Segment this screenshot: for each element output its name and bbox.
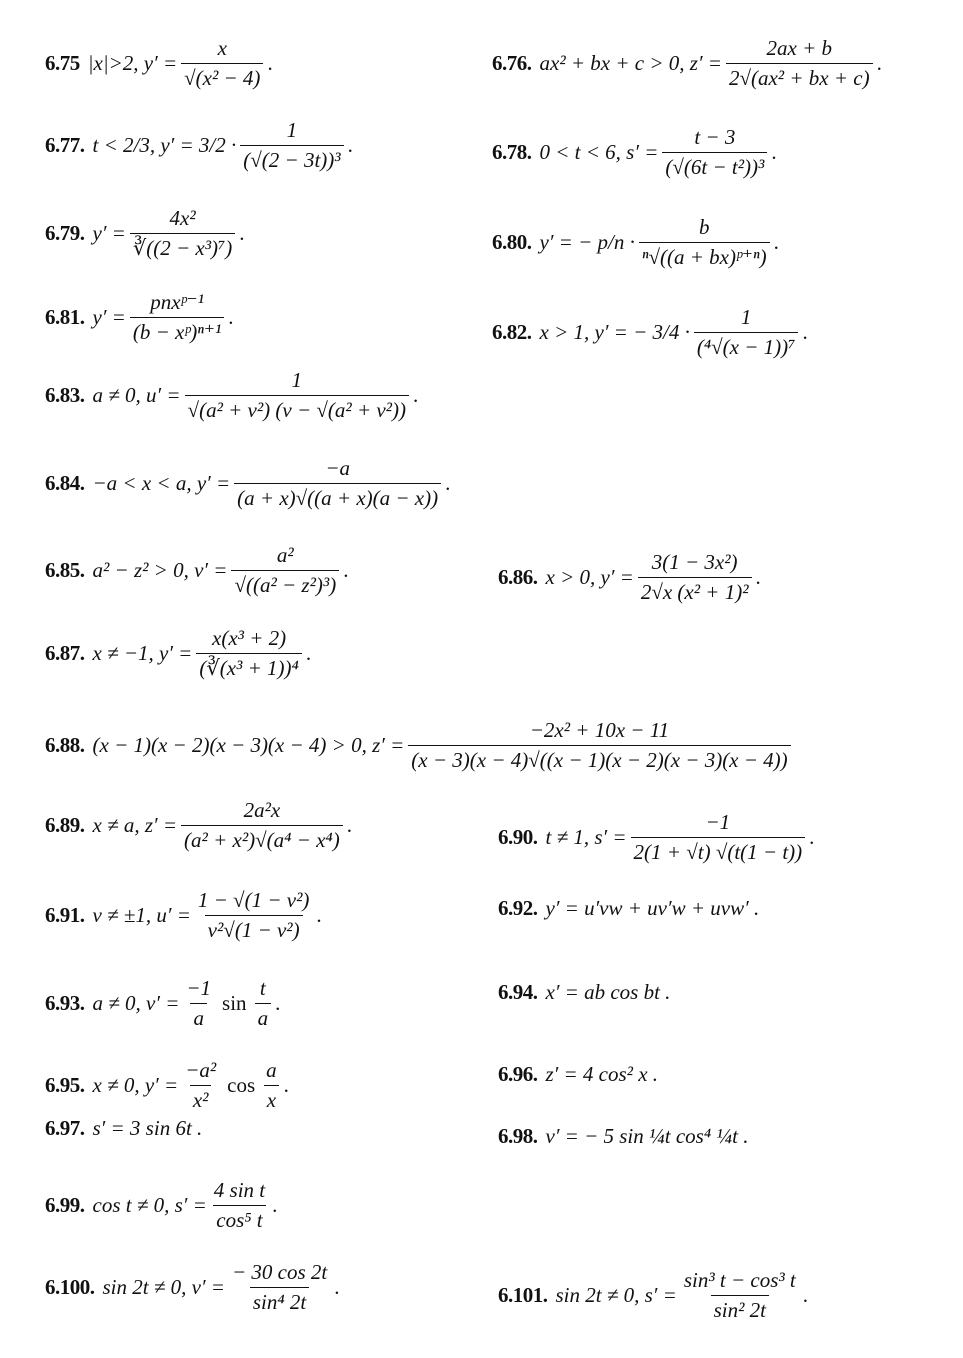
numerator: 1	[291, 368, 302, 392]
fraction	[211, 1178, 268, 1233]
trailing-period: .	[755, 565, 761, 589]
numerator: x	[217, 36, 227, 60]
item-number: 6.93.	[45, 991, 85, 1015]
item-expression: y′ =	[92, 305, 126, 329]
denominator: sin⁴ 2t	[250, 1287, 309, 1315]
fraction	[130, 206, 235, 261]
fraction	[183, 976, 214, 1031]
item-expression: (x − 1)(x − 2)(x − 3)(x − 4) > 0, z′ =	[92, 733, 405, 757]
numerator: 4 sin t	[213, 1178, 266, 1202]
denominator: (x − 3)(x − 4)√((x − 1)(x − 2)(x − 3)(x − 4))	[408, 745, 790, 773]
fraction	[694, 305, 799, 360]
denominator: ∛((2 − x³)⁷)	[130, 233, 235, 261]
answer-item	[498, 810, 814, 865]
item-expression: y′ = u′vw + uv′w + uvw′ .	[545, 896, 760, 920]
fraction	[234, 456, 441, 511]
trailing-period: .	[802, 320, 808, 344]
denominator: √(a² + v²) (v − √(a² + v²))	[185, 395, 409, 423]
item-expression: −a < x < a, y′ =	[92, 471, 231, 495]
trailing-period: .	[316, 903, 322, 927]
denominator: √((a² − z²)³)	[231, 570, 339, 598]
denominator: (b − xᵖ)ⁿ⁺¹	[130, 317, 224, 345]
fraction-argument	[255, 976, 272, 1031]
numerator: b	[698, 215, 710, 239]
denominator: x	[264, 1085, 279, 1113]
numerator: a²	[276, 543, 294, 567]
item-expression: ax² + bx + c > 0, z′ =	[539, 51, 722, 75]
answer-item	[45, 543, 348, 598]
fraction	[195, 888, 312, 943]
item-number: 6.77.	[45, 133, 85, 157]
function-name: sin	[222, 991, 247, 1015]
denominator: 2√x (x² + 1)²	[638, 577, 752, 605]
numerator: 1	[740, 305, 752, 329]
answer-item	[492, 36, 882, 91]
item-expression: x ≠ −1, y′ =	[92, 641, 193, 665]
numerator: 4x²	[169, 206, 196, 230]
item-number: 6.99.	[45, 1193, 85, 1217]
fraction	[726, 36, 873, 91]
trailing-period: .	[412, 383, 419, 407]
item-expression: sin 2t ≠ 0, s′ =	[555, 1283, 677, 1307]
answer-item	[45, 1178, 277, 1233]
fraction	[639, 215, 770, 270]
item-number: 6.86.	[498, 565, 538, 589]
item-expression: x ≠ a, z′ =	[92, 813, 178, 837]
item-number: 6.96.	[498, 1062, 538, 1086]
fraction	[181, 798, 343, 853]
item-expression: |x|>2, y′ =	[87, 51, 178, 75]
trailing-period: .	[267, 51, 273, 75]
fraction	[182, 1058, 219, 1113]
answer-item	[45, 290, 234, 345]
item-expression: cos t ≠ 0, s′ =	[92, 1193, 207, 1217]
denominator: (∛(x³ + 1))⁴	[196, 653, 301, 681]
answer-item	[498, 1268, 808, 1323]
answer-item	[45, 798, 352, 853]
fraction	[408, 718, 790, 773]
trailing-period: .	[347, 133, 353, 157]
answer-item	[45, 626, 311, 681]
item-number: 6.79.	[45, 221, 85, 245]
numerator: −1	[186, 976, 212, 1000]
item-number: 6.97.	[45, 1116, 85, 1140]
item-expression: x ≠ 0, y′ =	[92, 1073, 179, 1097]
item-expression: s′ = 3 sin 6t .	[92, 1116, 203, 1140]
item-expression: x′ = ab cos bt .	[545, 980, 671, 1004]
numerator: pnxᵖ⁻¹	[150, 290, 204, 314]
fraction	[638, 550, 752, 605]
trailing-period: .	[445, 471, 451, 495]
item-number: 6.90.	[498, 825, 538, 849]
denominator: a	[190, 1003, 207, 1031]
item-number: 6.95.	[45, 1073, 85, 1097]
answer-item	[492, 215, 779, 270]
denominator: (a + x)√((a + x)(a − x))	[234, 483, 441, 511]
item-number: 6.100.	[45, 1275, 95, 1299]
item-expression: a ≠ 0, u′ =	[92, 383, 181, 407]
numerator: t − 3	[694, 125, 736, 149]
trailing-period: .	[343, 558, 349, 582]
item-number: 6.87.	[45, 641, 85, 665]
item-number: 6.83.	[45, 383, 85, 407]
item-number: 6.94.	[498, 980, 538, 1004]
fraction	[631, 810, 806, 865]
numerator: 2ax + b	[766, 36, 833, 60]
answer-item	[492, 305, 808, 360]
numerator: −2x² + 10x − 11	[529, 718, 670, 742]
item-expression: 0 < t < 6, s′ =	[539, 140, 659, 164]
item-expression: t ≠ 1, s′ =	[545, 825, 627, 849]
numerator: −a²	[185, 1058, 217, 1082]
item-number: 6.76.	[492, 51, 532, 75]
item-number: 6.81.	[45, 305, 85, 329]
answer-item	[45, 206, 245, 261]
answer-item	[492, 125, 777, 180]
item-expression: a ≠ 0, v′ =	[92, 991, 180, 1015]
denominator: ⁿ√((a + bx)ᵖ⁺ⁿ)	[639, 242, 770, 270]
answer-item	[498, 1062, 658, 1087]
answer-item	[45, 1260, 339, 1315]
denominator: a	[255, 1003, 272, 1031]
fraction	[662, 125, 767, 180]
numerator: − 30 cos 2t	[231, 1260, 328, 1284]
trailing-period: .	[771, 140, 777, 164]
fraction-argument	[263, 1058, 280, 1113]
trailing-period: .	[346, 813, 352, 837]
item-number: 6.82.	[492, 320, 532, 344]
trailing-period: .	[809, 825, 815, 849]
item-number: 6.78.	[492, 140, 532, 164]
denominator: (√(6t − t²))³	[662, 152, 767, 180]
denominator: (⁴√(x − 1))⁷	[694, 332, 799, 360]
item-expression: v′ = − 5 sin ¼t cos⁴ ¼t .	[545, 1124, 749, 1148]
numerator: sin³ t − cos³ t	[683, 1268, 796, 1292]
numerator: 1	[286, 118, 298, 142]
trailing-period: .	[773, 230, 779, 254]
function-name: cos	[227, 1073, 256, 1097]
trailing-period: .	[283, 1073, 289, 1097]
answer-item	[45, 718, 795, 773]
denominator: (a² + x²)√(a⁴ − x⁴)	[181, 825, 343, 853]
item-expression: v ≠ ±1, u′ =	[92, 903, 191, 927]
item-number: 6.101.	[498, 1283, 548, 1307]
answer-item	[498, 1124, 748, 1149]
answer-item	[45, 888, 322, 943]
item-expression: a² − z² > 0, v′ =	[92, 558, 228, 582]
numerator: −a	[325, 456, 350, 480]
item-expression: t < 2/3, y′ = 3/2 ·	[92, 133, 237, 157]
item-expression: sin 2t ≠ 0, v′ =	[102, 1275, 225, 1299]
trailing-period: .	[334, 1275, 340, 1299]
item-number: 6.98.	[498, 1124, 538, 1148]
item-number: 6.91.	[45, 903, 85, 927]
answer-item	[45, 976, 280, 1031]
fraction	[181, 36, 263, 91]
answer-item	[45, 1058, 289, 1113]
answer-item	[45, 456, 450, 511]
item-expression: x > 1, y′ = − 3/4 ·	[539, 320, 690, 344]
trailing-period: .	[305, 641, 312, 665]
item-number: 6.89.	[45, 813, 85, 837]
trailing-period: .	[272, 1193, 278, 1217]
answer-item	[498, 896, 759, 921]
trailing-period: .	[876, 51, 882, 75]
numerator: 3(1 − 3x²)	[651, 550, 738, 574]
denominator: cos⁵ t	[213, 1205, 265, 1233]
item-number: 6.88.	[45, 733, 85, 757]
fraction	[231, 543, 339, 598]
item-expression: x > 0, y′ =	[545, 565, 634, 589]
item-expression: z′ = 4 cos² x .	[545, 1062, 659, 1086]
denominator: x²	[190, 1085, 212, 1113]
trailing-period: .	[275, 991, 281, 1015]
trailing-period: .	[239, 221, 245, 245]
item-number: 6.92.	[498, 896, 538, 920]
numerator: a	[266, 1058, 277, 1082]
item-number: 6.85.	[45, 558, 85, 582]
answer-item	[45, 1116, 202, 1141]
fraction	[185, 368, 409, 423]
answer-item	[498, 550, 761, 605]
fraction	[229, 1260, 330, 1315]
denominator: (√(2 − 3t))³	[240, 145, 343, 173]
numerator: t	[259, 976, 266, 1000]
trailing-period: .	[802, 1283, 808, 1307]
fraction	[196, 626, 301, 681]
denominator: 2√(ax² + bx + c)	[726, 63, 873, 91]
fraction	[130, 290, 224, 345]
denominator: sin² 2t	[711, 1295, 769, 1323]
item-expression: y′ =	[92, 221, 126, 245]
numerator: x(x³ + 2)	[212, 626, 287, 650]
denominator: √(x² − 4)	[181, 63, 263, 91]
answer-item	[498, 980, 670, 1005]
denominator: v²√(1 − v²)	[205, 915, 303, 943]
answer-item	[45, 36, 273, 91]
fraction	[240, 118, 343, 173]
denominator: 2(1 + √t) √(t(1 − t))	[631, 837, 806, 865]
numerator: 2a²x	[243, 798, 281, 822]
numerator: −1	[705, 810, 731, 834]
answer-item	[45, 368, 418, 423]
item-expression: y′ = − p/n ·	[539, 230, 635, 254]
item-number: 6.80.	[492, 230, 532, 254]
numerator: 1 − √(1 − v²)	[197, 888, 310, 912]
item-number: 6.75	[45, 51, 80, 75]
trailing-period: .	[228, 305, 234, 329]
fraction	[681, 1268, 799, 1323]
item-number: 6.84.	[45, 471, 85, 495]
answer-item	[45, 118, 353, 173]
